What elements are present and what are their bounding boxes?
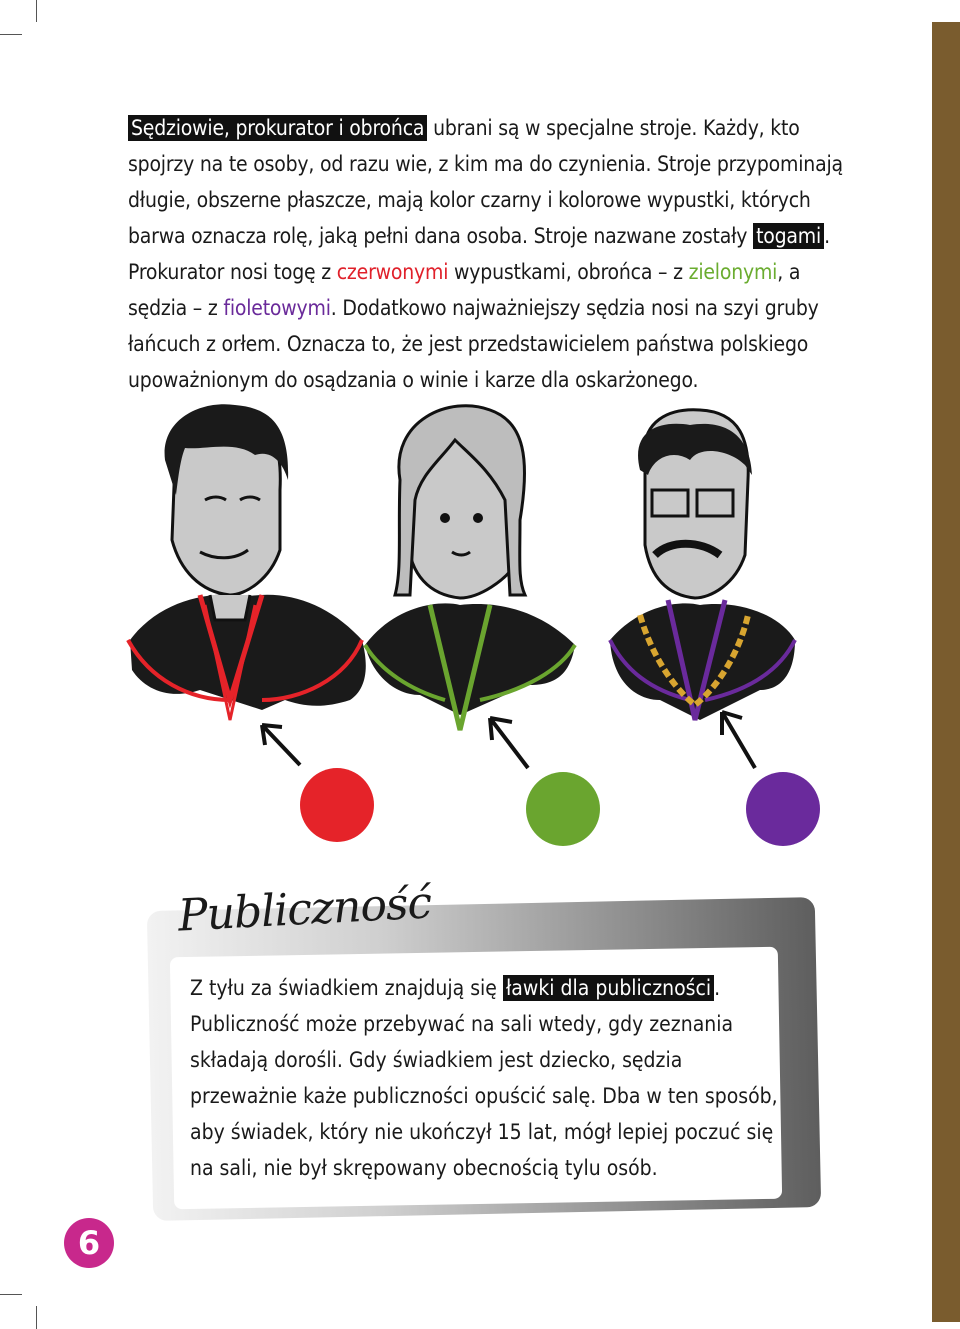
intro-text: , a sędzia – z — [128, 260, 801, 320]
word-red: czerwonymi — [336, 260, 449, 284]
intro-text: wypustkami, obrońca – z — [448, 260, 689, 284]
red-dot — [300, 768, 374, 842]
crop-mark — [0, 1294, 22, 1295]
word-green: zielonymi — [688, 260, 778, 284]
intro-text: . Prokurator nosi togę z — [128, 224, 830, 284]
section-text: Z tyłu za świadkiem znajdują się — [190, 976, 503, 1000]
crop-mark — [36, 0, 37, 22]
word-purple: fioletowymi — [223, 296, 331, 320]
crop-mark — [0, 34, 22, 35]
section-paragraph — [190, 970, 780, 1186]
binding-strip — [932, 22, 960, 1322]
purple-dot — [746, 772, 820, 846]
section-text: . Publiczność może przebywać na sali wtedy, gdy zeznania składają dorośli. Gdy świadkiem jest dziecko, sędzia przeważnie każe publiczności opuścić salę. Dba w ten sposób, aby świadek, który nie ukończył 15 lat, mógł lepiej poczuć się na sali, nie był skrępowany obecnością tylu osób. — [190, 976, 778, 1180]
highlight-togi: togami — [753, 223, 824, 249]
highlight-roles: Sędziowie, prokurator i obrońca — [128, 115, 427, 141]
intro-paragraph — [128, 110, 848, 398]
defender-figure — [365, 406, 575, 730]
prosecutor-figure — [128, 404, 366, 720]
intro-text: . Dodatkowo najważniejszy sędzia nosi na szyi gruby łańcuch z orłem. Oznacza to, że jest przedstawicielem państwa polskiego upoważnionym do osądzania o winie i karze dla oskarżonego. — [128, 296, 819, 392]
arrow-icon — [262, 712, 755, 768]
page-number: 6 — [64, 1218, 114, 1268]
intro-text: ubrani są w specjalne stroje. Każdy, kto spojrzy na te osoby, od razu wie, z kim ma do czynienia. Stroje przypominają długie, obszerne płaszcze, mają kolor czarny i kolorowe wypustki, których barwa oznacza rolę, jaką pełni dana osoba. Stroje nazwane zostały — [128, 116, 843, 248]
judge-figure — [610, 410, 795, 720]
green-dot — [526, 772, 600, 846]
section-title: Publiczność — [176, 877, 433, 942]
highlight-lawki: ławki dla publiczności — [503, 975, 714, 1001]
crop-mark — [36, 1306, 37, 1329]
